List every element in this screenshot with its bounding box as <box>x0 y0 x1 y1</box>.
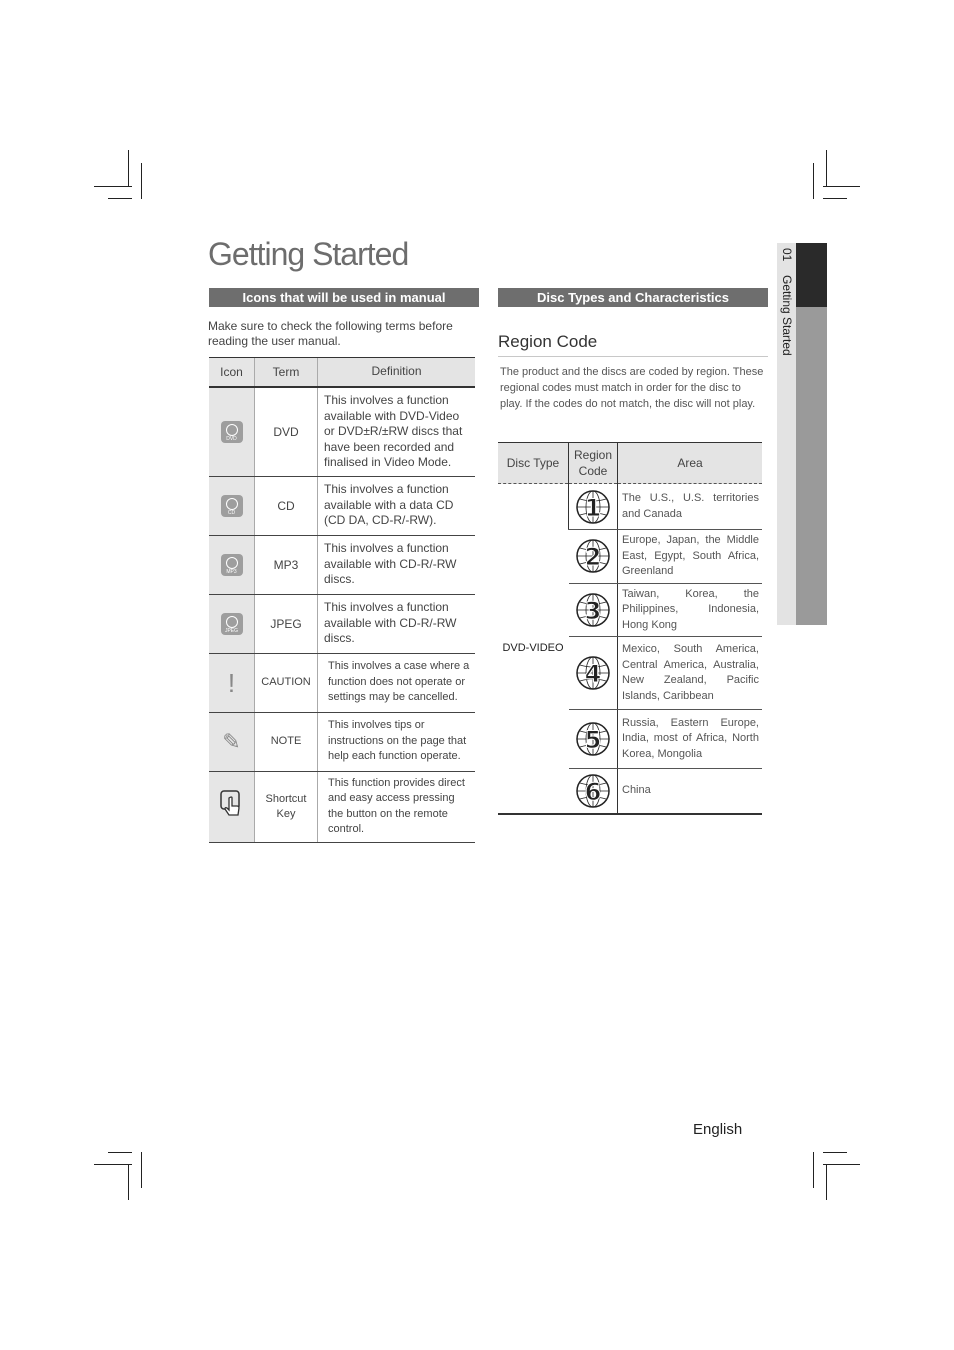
term-cell: JPEG <box>255 594 318 653</box>
table-row <box>209 771 475 842</box>
icons-intro-text: Make sure to check the following terms before reading the user manual. <box>208 319 453 348</box>
table-row <box>209 653 475 712</box>
table-row <box>209 535 475 594</box>
shortcut-hand-icon <box>220 790 244 820</box>
column-header-definition: Definition <box>318 358 476 388</box>
region-code-heading: Region Code <box>498 332 768 357</box>
jpeg-disc-icon: JPEG <box>221 613 243 635</box>
footer-language: English <box>693 1121 743 1138</box>
definition-cell: This function provides direct and easy access pressing the button on the remote control. <box>318 771 476 842</box>
area-cell: China <box>618 769 763 814</box>
definition-cell: This involves a function available with CD-R/-RW discs. <box>318 535 476 594</box>
crop-mark <box>94 186 132 187</box>
table-header-row <box>498 443 762 484</box>
area-cell: Mexico, South America, Central America, Australia, New Zealand, Pacific Islands, Caribbean <box>618 637 763 710</box>
table-row <box>498 484 762 530</box>
crop-mark <box>823 186 860 187</box>
crop-mark <box>108 198 132 199</box>
term-cell: NOTE <box>255 712 318 771</box>
region-1-globe-icon <box>575 489 611 525</box>
note-pencil-icon: ✎ <box>222 728 241 754</box>
crop-mark <box>141 163 142 199</box>
crop-mark <box>128 150 129 186</box>
column-header-region-code: Region Code <box>569 443 618 484</box>
term-cell: MP3 <box>255 535 318 594</box>
region-code-table <box>498 442 762 815</box>
table-row <box>209 387 475 476</box>
disc-type-cell: DVD-VIDEO <box>498 484 569 814</box>
region-3-globe-icon <box>575 592 611 628</box>
area-cell: Russia, Eastern Europe, India, most of Africa, North Korea, Mongolia <box>618 710 763 769</box>
term-cell: DVD <box>255 387 318 476</box>
region-2-globe-icon <box>575 538 611 574</box>
table-row <box>209 594 475 653</box>
table-row <box>209 476 475 535</box>
side-tab-dark-block <box>796 243 827 307</box>
definition-cell: This involves tips or instructions on the page that help each function operate. <box>318 712 476 771</box>
region-6-globe-icon <box>575 773 611 809</box>
column-header-term: Term <box>255 358 318 388</box>
svg-text:6: 6 <box>584 777 602 806</box>
crop-mark <box>823 198 847 199</box>
svg-text:3: 3 <box>584 596 602 625</box>
side-tab-label <box>778 248 794 448</box>
region-code-text: The product and the discs are coded by region. These regional codes must match in order for the disc to play. If the codes do not match, the disc will not play. <box>500 366 764 410</box>
crop-mark <box>94 1164 132 1165</box>
crop-mark <box>823 1152 847 1153</box>
page-title: Getting Started <box>208 236 409 272</box>
side-tab-number: 01 <box>780 248 794 262</box>
caution-icon: ! <box>227 667 236 698</box>
crop-mark <box>823 1164 860 1165</box>
svg-text:5: 5 <box>584 726 602 754</box>
region-5-globe-icon <box>575 721 611 757</box>
disc-section-header: Disc Types and Characteristics <box>498 288 768 307</box>
term-cell: Shortcut Key <box>255 771 318 842</box>
crop-mark <box>826 150 827 186</box>
column-header-disc-type: Disc Type <box>498 443 569 484</box>
svg-text:2: 2 <box>584 543 602 572</box>
crop-mark <box>108 1152 132 1153</box>
area-cell: Taiwan, Korea, the Philippines, Indonesia, Hong Kong <box>618 583 763 637</box>
area-cell: Europe, Japan, the Middle East, Egypt, South Africa, Greenland <box>618 530 763 584</box>
dvd-disc-icon: DVD <box>221 421 243 443</box>
definition-cell: This involves a function available with CD-R/-RW discs. <box>318 594 476 653</box>
term-cell: CAUTION <box>255 653 318 712</box>
svg-text:1: 1 <box>584 493 602 522</box>
mp3-disc-icon: MP3 <box>221 554 243 576</box>
side-tab-text: Getting Started <box>780 274 794 356</box>
crop-mark <box>813 1152 814 1188</box>
column-header-area: Area <box>618 443 763 484</box>
cd-disc-icon: CD <box>221 495 243 517</box>
column-header-icon: Icon <box>209 358 255 388</box>
crop-mark <box>128 1164 129 1200</box>
definition-cell: This involves a case where a function does not operate or settings may be cancelled. <box>318 653 476 712</box>
crop-mark <box>813 163 814 199</box>
region-4-globe-icon <box>575 655 611 691</box>
side-tab-grey-block <box>796 307 827 625</box>
definition-cell: This involves a function available with a data CD (CD DA, CD-R/-RW). <box>318 476 476 535</box>
table-row <box>209 712 475 771</box>
definition-cell: This involves a function available with DVD-Video or DVD±R/±RW discs that have been recorded and finalised in Video Mode. <box>318 387 476 476</box>
crop-mark <box>141 1152 142 1188</box>
area-cell: The U.S., U.S. territories and Canada <box>618 484 763 530</box>
svg-text:4: 4 <box>584 660 602 688</box>
crop-mark <box>826 1164 827 1200</box>
table-header-row <box>209 358 475 388</box>
icons-table <box>209 357 475 843</box>
term-cell: CD <box>255 476 318 535</box>
icons-section-header: Icons that will be used in manual <box>209 288 479 307</box>
